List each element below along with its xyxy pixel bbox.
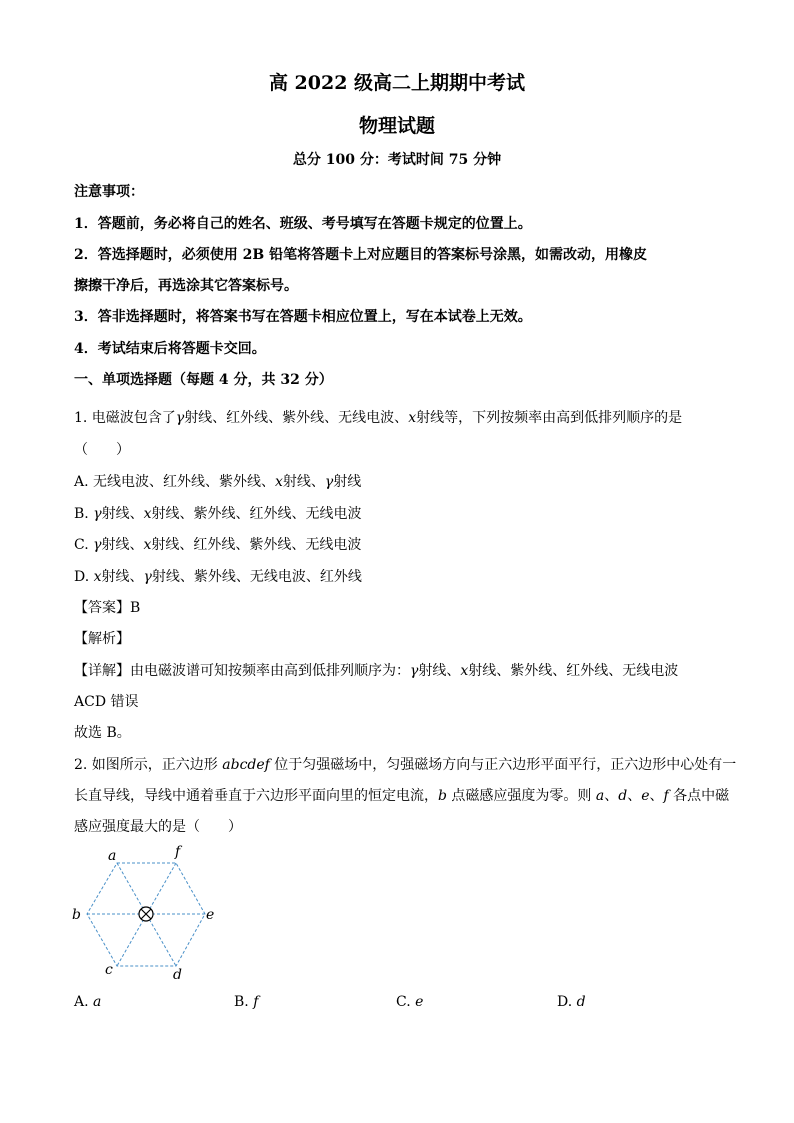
label-b: b — [72, 907, 81, 923]
q1-analysis-heading: 【解析】 — [74, 631, 130, 647]
option-symbol: x — [275, 474, 283, 490]
q2-stem-line1 — [74, 756, 736, 774]
point-label: a — [595, 788, 605, 804]
q2-stem-line2 — [74, 787, 729, 805]
option-text: 射线 — [333, 474, 362, 490]
q2-option-b — [234, 994, 258, 1010]
option-symbol: γ — [324, 474, 334, 490]
point-label: f — [663, 788, 669, 804]
point-label: b — [438, 788, 447, 804]
hexagon-figure — [60, 840, 230, 985]
notice-item: 3．答非选择题时，将答案书写在答题卡相应位置上，写在本试卷上无效。 — [74, 309, 532, 325]
option-text: C. — [74, 537, 94, 553]
score-time: 总分 100 分：考试时间 75 分钟 — [292, 152, 502, 168]
x-symbol: x — [460, 663, 469, 679]
option-text: 射线、紫外线、红外线、无线电波 — [151, 506, 362, 522]
x-symbol: x — [408, 410, 417, 426]
option-text: 射线、 — [101, 569, 144, 585]
detail-text: 射线、紫外线、红外线、无线电波 — [468, 663, 679, 679]
option-text: 射线、红外线、紫外线、无线电波 — [151, 537, 362, 553]
q2-option-a — [74, 994, 101, 1010]
option-text: A. 无线电波、红外线、紫外线、 — [74, 474, 276, 490]
q1-wrong: ACD 错误 — [74, 694, 139, 710]
notice-item: 1．答题前，务必将自己的姓名、班级、考号填写在答题卡规定的位置上。 — [74, 216, 532, 232]
option-symbol: x — [143, 506, 152, 522]
option-symbol: γ — [93, 537, 102, 553]
q2-option-c — [396, 994, 423, 1010]
stem-text: 位于匀强磁场中，匀强磁场方向与正六边形平面平行，正六边形中心处有一 — [269, 757, 737, 773]
q1-answer: 【答案】B — [74, 600, 141, 616]
option-letter: A. — [74, 994, 94, 1010]
q2-option-d — [557, 994, 586, 1010]
option-text: 射线、 — [101, 537, 144, 553]
separator: 、 — [604, 788, 619, 804]
section-heading: 一、单项选择题（每题 4 分，共 32 分） — [74, 372, 333, 388]
exam-title: 高 2022 级高二上期期中考试 — [268, 72, 526, 94]
q1-stem-part: 射线等，下列按频率由高到低排列顺序的是 — [416, 410, 683, 426]
q1-option-b — [74, 505, 361, 523]
separator: 、 — [627, 788, 642, 804]
option-symbol: γ — [143, 569, 152, 585]
option-text: 射线、紫外线、无线电波、红外线 — [151, 569, 362, 585]
q1-option-c — [74, 536, 361, 554]
notice-item: 4．考试结束后将答题卡交回。 — [74, 341, 266, 357]
option-letter: D. — [557, 994, 577, 1010]
label-e: e — [206, 907, 215, 923]
q1-option-d — [74, 568, 362, 586]
stem-text: 长直导线，导线中通着垂直于六边形平面向里的恒定电流， — [74, 788, 438, 804]
label-f: f — [175, 844, 181, 860]
notice-item: 擦擦干净后，再选涂其它答案标号。 — [74, 278, 298, 294]
subject-title: 物理试题 — [358, 115, 435, 137]
option-letter: C. — [396, 994, 416, 1010]
option-value: a — [93, 994, 102, 1010]
q1-stem-part: 1. 电磁波包含了 — [74, 410, 176, 426]
option-symbol: x — [143, 537, 152, 553]
label-c: c — [105, 962, 113, 978]
option-text: 射线、 — [282, 474, 325, 490]
label-d: d — [173, 967, 182, 983]
option-value: f — [253, 994, 259, 1010]
option-text: D. — [74, 569, 94, 585]
point-label: e — [641, 788, 650, 804]
q1-choose: 故选 B。 — [74, 725, 131, 741]
option-value: d — [576, 994, 586, 1010]
notice-heading: 注意事项： — [74, 184, 144, 200]
q2-stem-line3: 感应强度最大的是（ ） — [74, 819, 242, 835]
stem-text: 点磁感应强度为零。则 — [446, 788, 596, 804]
label-a: a — [108, 848, 117, 864]
gamma-symbol: γ — [410, 663, 419, 679]
notice-item: 2．答选择题时，必须使用 2B 铅笔将答题卡上对应题目的答案标号涂黑，如需改动，用橡皮 — [74, 247, 648, 263]
option-symbol: γ — [93, 506, 102, 522]
option-text: B. — [74, 506, 94, 522]
stem-text: 2. 如图所示，正六边形 — [74, 757, 223, 773]
detail-text: 射线、 — [418, 663, 461, 679]
hexagon-name: abcdef — [222, 757, 270, 773]
detail-text: 【详解】由电磁波谱可知按频率由高到低排列顺序为： — [74, 663, 410, 679]
q1-detail — [74, 662, 678, 680]
point-label: d — [618, 788, 628, 804]
q1-blank: （ ） — [74, 442, 130, 458]
option-text: 射线、 — [101, 506, 144, 522]
option-letter: B. — [234, 994, 254, 1010]
stem-text: 各点中磁 — [668, 788, 730, 804]
q1-stem — [74, 409, 682, 427]
q1-stem-part: 射线、红外线、紫外线、无线电波、 — [184, 410, 409, 426]
option-symbol: x — [93, 569, 102, 585]
separator: 、 — [649, 788, 664, 804]
option-value: e — [415, 994, 424, 1010]
q1-option-a — [74, 473, 361, 491]
gamma-symbol: γ — [175, 410, 185, 426]
current-into-page-symbol — [139, 907, 153, 921]
